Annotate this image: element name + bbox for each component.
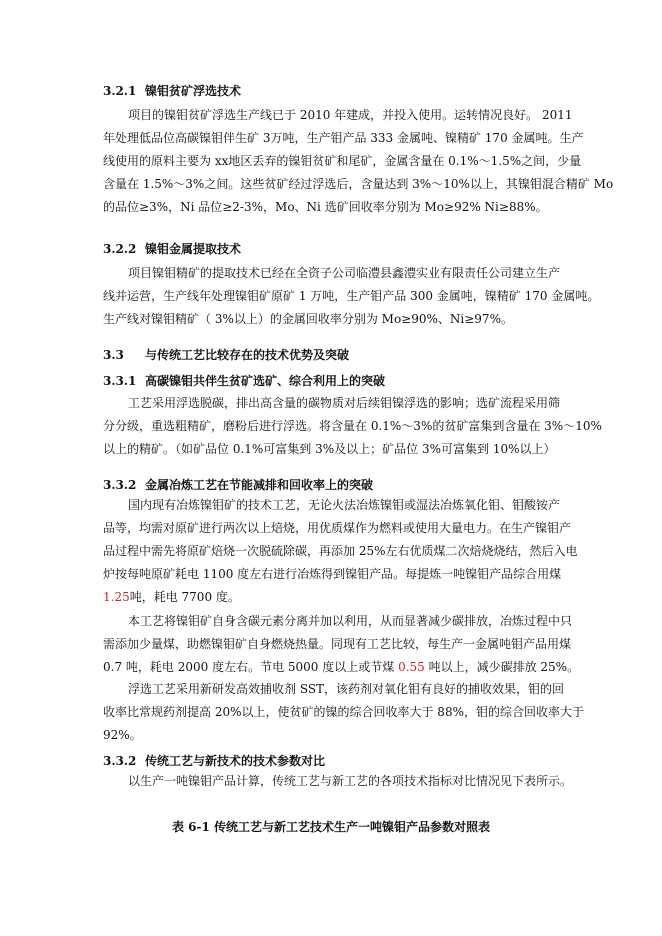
text-line: 线使用的原料主要为 xx地区丢弃的镍钼贫矿和尾矿，金属含量在 0.1%～1.5%之间，少量 (103, 154, 582, 168)
paragraph-ore-flotation (103, 104, 614, 219)
heading-3-3-1: 3.3.1 高碳镍钼共伴生贫矿选矿、综合利用上的突破 (103, 374, 386, 388)
paragraph-metal-extraction (103, 262, 600, 331)
text-line: 1.25吨，耗电 7700 度。 (103, 590, 240, 604)
text-line: 以上的精矿。（如矿品位 0.1%可富集到 3%及以上；矿品位 3%可富集到 10%以上） (103, 442, 556, 456)
text-line: 需添加少量煤，助燃镍钼矿自身燃烧热量。同现有工艺比较，每生产一金属吨钼产品用煤 (103, 637, 572, 651)
text-line: 项目镍钼精矿的提取技术已经在全资子公司临澧县鑫澧实业有限责任公司建立生产 (128, 266, 561, 280)
text-line: 国内现有冶炼镍钼矿的技术工艺，无论火法冶炼镍钼或湿法冶炼氧化钼、钼酸铵产 (128, 498, 561, 512)
coal-saving-highlight: 0.55 (398, 660, 425, 674)
paragraph-beneficiation (103, 392, 602, 461)
text-line: 浮选工艺采用新研发高效捕收剂 SST，该药剂对氧化钼有良好的捕收效果，钼的回 (128, 682, 565, 696)
heading-3-3: 3.3 与传统工艺比较存在的技术优势及突破 (103, 348, 350, 362)
paragraph-collector (103, 678, 584, 747)
text-line: 项目的镍钼贫矿浮选生产线已于 2010 年建成，并投入使用。运转情况良好。 2011 (128, 108, 573, 122)
text-line: 92%。 (103, 728, 142, 742)
paragraph-existing-smelting (103, 494, 578, 609)
text-line: 收率比常规药剂提高 20%以上，使贫矿的镍的综合回收率大于 88%，钼的综合回收率大于 (103, 705, 584, 719)
heading-3-3-2-comparison: 3.3.2 传统工艺与新技术的技术参数对比 (103, 754, 326, 768)
text-line: 0.7 吨，耗电 2000 度左右。节电 5000 度以上或节煤 0.55 吨以上，减少碳排放 25%。 (103, 660, 580, 674)
table-caption: 表 6-1 传统工艺与新工艺技术生产一吨镍钼产品参数对照表 (171, 820, 491, 834)
text-line: 生产线对镍钼精矿（ 3%以上）的金属回收率分别为 Mo≥90%、Ni≥97%。 (103, 312, 513, 326)
paragraph-new-process (103, 610, 580, 679)
text-line: 品等，均需对原矿进行两次以上焙烧，用优质煤作为燃料或使用大量电力。在生产镍钼产 (103, 521, 572, 535)
text-line: 炉按每吨原矿耗电 1100 度左右进行冶炼得到镍钼产品。每提炼一吨镍钼产品综合用煤 (103, 567, 562, 581)
coal-value-highlight: 1.25 (103, 590, 130, 604)
heading-3-2-1: 3.2.1 镍钼贫矿浮选技术 (103, 84, 242, 98)
text-line: 工艺采用浮选脱碳，排出高含量的碳物质对后续钼镍浮选的影响；选矿流程采用筛 (128, 396, 561, 410)
heading-3-3-2-smelting: 3.3.2 金属冶炼工艺在节能减排和回收率上的突破 (103, 478, 374, 492)
text-line: 线并运营，生产线年处理镍钼矿原矿 1 万吨，生产钼产品 300 金属吨，镍精矿 170 金属吨。 (103, 289, 600, 303)
text-line: 以生产一吨镍钼产品计算，传统工艺与新工艺的各项技术指标对比情况见下表所示。 (128, 774, 573, 788)
heading-3-2-2: 3.2.2 镍钼金属提取技术 (103, 242, 242, 256)
text-line: 年处理低品位高碳镍钼伴生矿 3万吨，生产钼产品 333 金属吨、镍精矿 170 金属吨。生产 (103, 131, 584, 145)
text-line: 分分级，重选粗精矿，磨粉后进行浮选。将含量在 0.1%～3%的贫矿富集到含量在 3%～10% (103, 419, 602, 433)
text-line: 含量在 1.5%～3%之间。这些贫矿经过浮选后，含量达到 3%～10%以上，其镍钼混合精矿 Mo (103, 177, 614, 191)
text-line: 品过程中需先将原矿焙烧一次脱硫除碳，再添加 25%左右优质煤二次焙烧烧结，然后入电 (103, 544, 578, 558)
paragraph-comparison-intro (103, 770, 573, 793)
text-line: 的品位≥3%，Ni 品位≥2-3%，Mo、Ni 选矿回收率分别为 Mo≥92% Ni≥88%。 (103, 200, 548, 214)
text-line: 本工艺将镍钼矿自身含碳元素分离并加以利用，从而显著减少碳排放，冶炼过程中只 (128, 614, 573, 628)
